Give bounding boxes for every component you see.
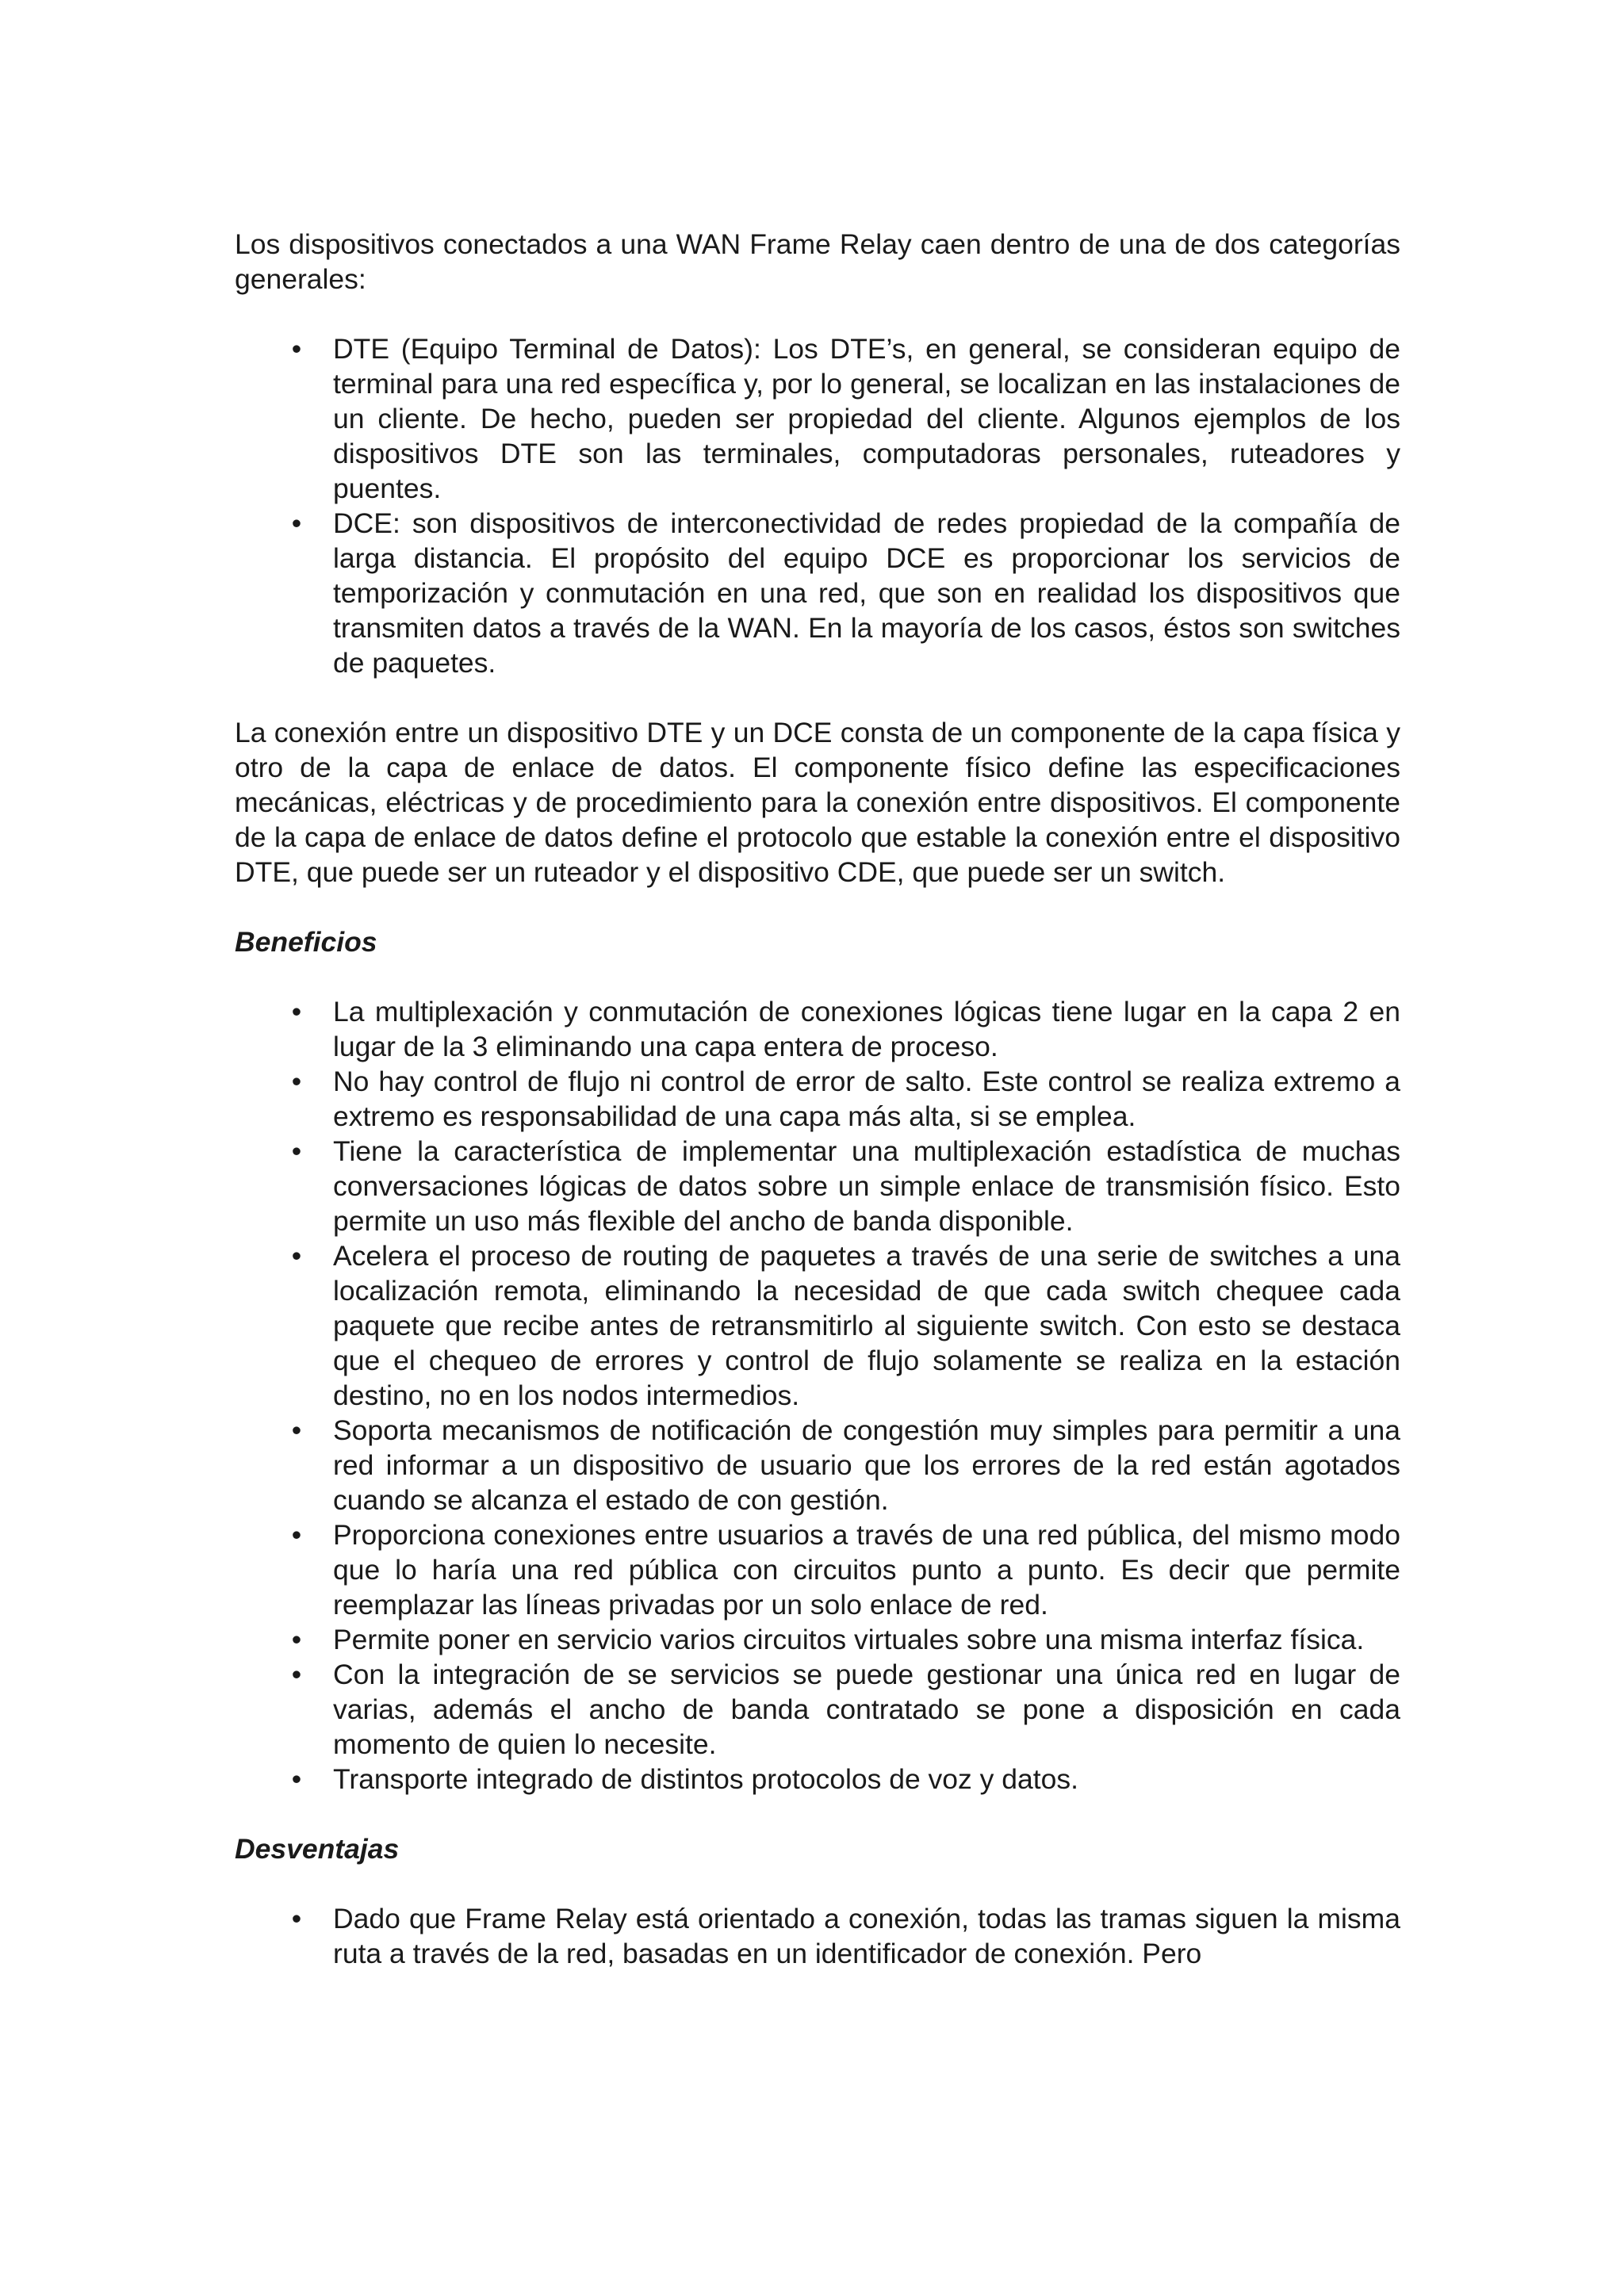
list-item — [235, 1064, 1400, 1134]
list-item-text: Tiene la característica de implementar una multiplexación estadística de muchas conversaciones lógicas de datos sobre un simple enlace de transmisión físico. Esto permite un uso más flexible del ancho de banda disponible. — [333, 1135, 1400, 1237]
document-page — [235, 227, 1400, 1971]
spacer — [235, 680, 1400, 715]
list-item-text: Soporta mecanismos de notificación de congestión muy simples para permitir a una red informar a un dispositivo de usuario que los errores de la red están agotados cuando se alcanza el estado de con gestión. — [333, 1414, 1400, 1516]
bullet-icon: • — [291, 1903, 302, 1934]
spacer — [235, 1797, 1400, 1831]
list-item — [235, 994, 1400, 1064]
bullet-icon: • — [291, 1240, 302, 1272]
list-item-text: Acelera el proceso de routing de paquetes a través de una serie de switches a una localización remota, eliminando la necesidad de que cada switch chequee cada paquete que recibe antes de retransmitirlo al siguiente switch. Con esto se destaca que el chequeo de errores y control de flujo solamente se realiza en la estación destino, no en los nodos intermedios. — [333, 1240, 1400, 1411]
bullet-icon: • — [291, 333, 302, 365]
list-item — [235, 1517, 1400, 1622]
list-item — [235, 1622, 1400, 1657]
list-item — [235, 506, 1400, 680]
list-item-text: No hay control de flujo ni control de error de salto. Este control se realiza extremo a extremo es responsabilidad de una capa más alta, si se emplea. — [333, 1066, 1400, 1132]
bullet-icon: • — [291, 1135, 302, 1167]
list-item — [235, 1762, 1400, 1797]
list-item — [235, 1413, 1400, 1517]
connection-paragraph: La conexión entre un dispositivo DTE y un DCE consta de un componente de la capa física y otro de la capa de enlace de datos. El componente físico define las especificaciones mecánicas, eléctricas y de procedimiento para la conexión entre dispositivos. El componente de la capa de enlace de datos define el protocolo que estable la conexión entre el dispositivo DTE, que puede ser un ruteador y el dispositivo CDE, que puede ser un switch. — [235, 717, 1400, 888]
list-item-text: Transporte integrado de distintos protocolos de voz y datos. — [333, 1763, 1078, 1795]
list-item-text: DTE (Equipo Terminal de Datos): Los DTE’s, en general, se consideran equipo de terminal para una red específica y, por lo general, se localizan en las instalaciones de un cliente. De hecho, pueden ser propiedad del cliente. Algunos ejemplos de los dispositivos DTE son las terminales, computadoras personales, ruteadores y puentes. — [333, 333, 1400, 504]
list-item-text: La multiplexación y conmutación de conexiones lógicas tiene lugar en la capa 2 en lugar de la 3 eliminando una capa entera de proceso. — [333, 996, 1400, 1062]
bullet-icon: • — [291, 1659, 302, 1690]
list-item — [235, 331, 1400, 506]
bullet-icon: • — [291, 1066, 302, 1097]
spacer — [235, 959, 1400, 994]
bullet-icon: • — [291, 1763, 302, 1795]
bullet-icon: • — [291, 1519, 302, 1551]
list-item-text: Permite poner en servicio varios circuitos virtuales sobre una misma interfaz física. — [333, 1624, 1365, 1655]
list-item-text: Proporciona conexiones entre usuarios a través de una red pública, del mismo modo que lo haría una red pública con circuitos punto a punto. Es decir que permite reemplazar las líneas privadas por un solo enlace de red. — [333, 1519, 1400, 1621]
device-type-list — [235, 331, 1400, 680]
bullet-icon: • — [291, 1624, 302, 1655]
spacer — [235, 1866, 1400, 1901]
bullet-icon: • — [291, 1414, 302, 1446]
spacer — [235, 297, 1400, 331]
benefits-heading: Beneficios — [235, 926, 377, 958]
list-item-text: Dado que Frame Relay está orientado a conexión, todas las tramas siguen la misma ruta a través de la red, basadas en un identificador de conexión. Pero — [333, 1903, 1400, 1969]
list-item — [235, 1134, 1400, 1238]
list-item — [235, 1238, 1400, 1413]
benefits-list — [235, 994, 1400, 1797]
list-item — [235, 1901, 1400, 1971]
bullet-icon: • — [291, 996, 302, 1027]
spacer — [235, 890, 1400, 924]
list-item-text: DCE: son dispositivos de interconectividad de redes propiedad de la compañía de larga distancia. El propósito del equipo DCE es proporcionar los servicios de temporización y conmutación en una red, que son en realidad los dispositivos que transmiten datos a través de la WAN. En la mayoría de los casos, éstos son switches de paquetes. — [333, 507, 1400, 679]
disadvantages-list — [235, 1901, 1400, 1971]
intro-paragraph: Los dispositivos conectados a una WAN Frame Relay caen dentro de una de dos categorías generales: — [235, 228, 1400, 295]
bullet-icon: • — [291, 507, 302, 539]
disadvantages-heading: Desventajas — [235, 1833, 400, 1865]
list-item-text: Con la integración de se servicios se puede gestionar una única red en lugar de varias, además el ancho de banda contratado se pone a disposición en cada momento de quien lo necesite. — [333, 1659, 1400, 1760]
list-item — [235, 1657, 1400, 1762]
